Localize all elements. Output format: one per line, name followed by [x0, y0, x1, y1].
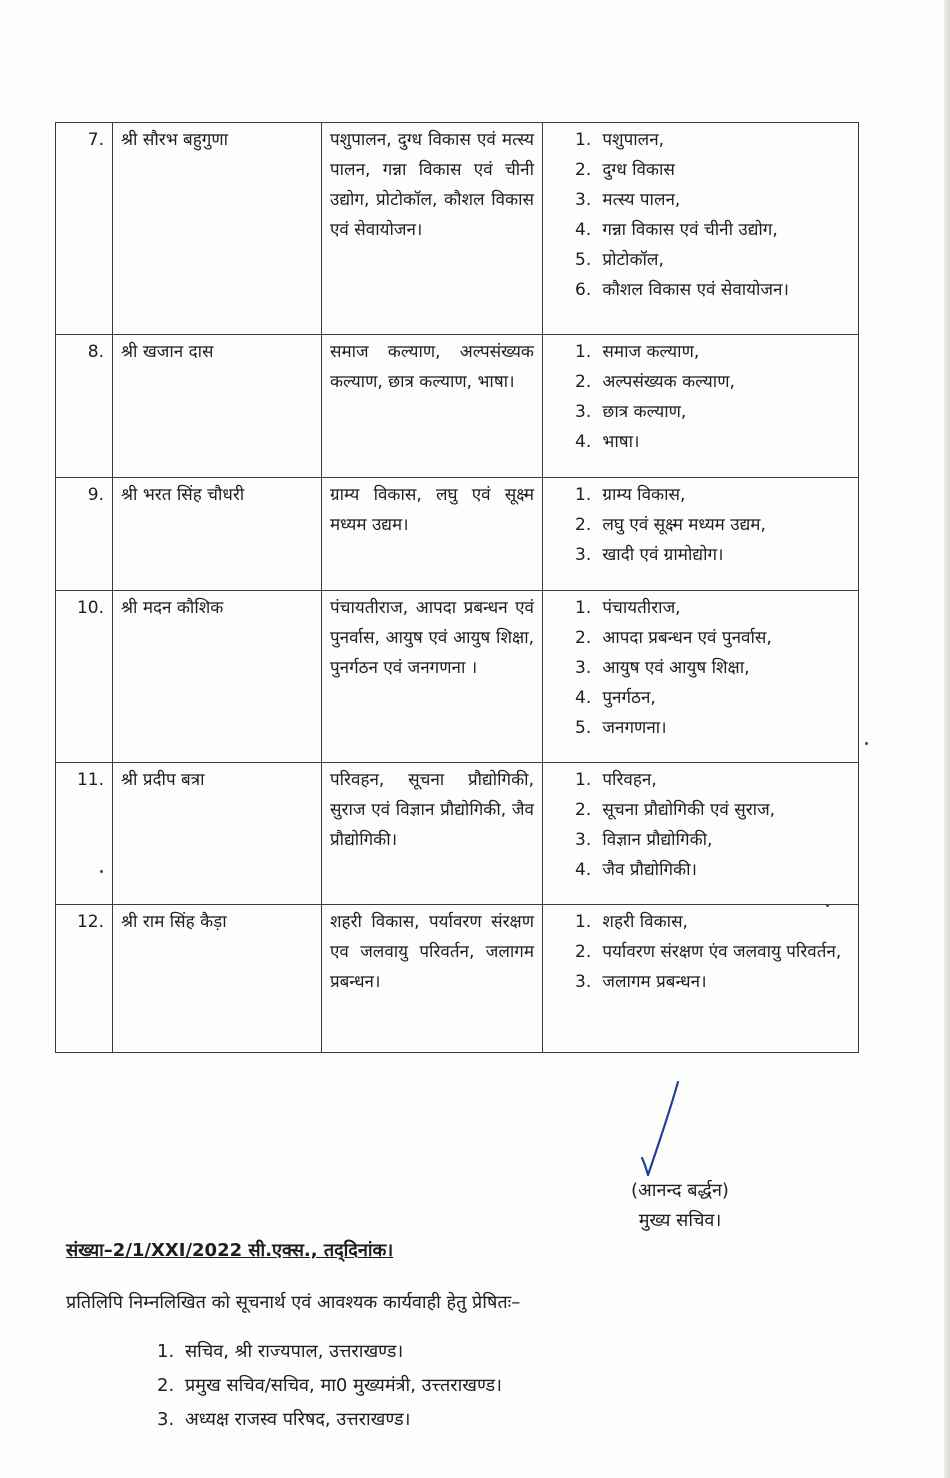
- list-item: 3. खादी एवं ग्रामोद्योग।: [575, 545, 724, 565]
- department-list: [543, 123, 859, 335]
- list-item: 2. सूचना प्रौद्योगिकी एवं सुराज,: [575, 800, 776, 820]
- department-list: [543, 905, 859, 1053]
- portfolio-text: ग्राम्य विकास, लघु एवं सूक्ष्म मध्यम उद्यम।: [322, 478, 543, 591]
- list-item: 3. आयुष एवं आयुष शिक्षा,: [575, 658, 750, 678]
- signature-block: [600, 1176, 760, 1236]
- list-item: 1. शहरी विकास,: [575, 912, 688, 932]
- list-item: 1. समाज कल्याण,: [575, 342, 700, 362]
- table-row: [56, 763, 859, 905]
- list-item: 1. पशुपालन,: [575, 130, 665, 150]
- copy-intro: प्रतिलिपि निम्नलिखित को सूचनार्थ एवं आवश्यक कार्यवाही हेतु प्रेषितः–: [66, 1292, 521, 1313]
- list-item: 3. मत्स्य पालन,: [575, 190, 681, 210]
- list-item: 4. पुनर्गठन,: [575, 688, 656, 708]
- list-item: 5. प्रोटोकॉल,: [575, 250, 664, 270]
- signatory-designation: मुख्य सचिव।: [638, 1210, 722, 1231]
- list-item: 3. अध्यक्ष राजस्व परिषद, उत्तराखण्ड।: [157, 1409, 411, 1430]
- list-item: 4. जैव प्रौद्योगिकी।: [575, 860, 697, 880]
- portfolio-text: शहरी विकास, पर्यावरण संरक्षण एव जलवायु परिवर्तन, जलागम प्रबन्धन।: [322, 905, 543, 1053]
- minister-name: श्री खजान दास: [113, 335, 322, 478]
- list-item: 5. जनगणना।: [575, 718, 667, 738]
- serial-number: 8.: [56, 335, 113, 478]
- list-item: 2. पर्यावरण संरक्षण एंव जलवायु परिवर्तन,: [575, 942, 842, 962]
- reference-number: संख्या–2/1/XXI/2022 सी.एक्स., तद्‌दिनांक।: [66, 1240, 394, 1261]
- minister-name: श्री भरत सिंह चौधरी: [113, 478, 322, 591]
- department-list: [543, 478, 859, 591]
- list-item: 3. छात्र कल्याण,: [575, 402, 687, 422]
- portfolio-text: पंचायतीराज, आपदा प्रबन्धन एवं पुनर्वास, आयुष एवं आयुष शिक्षा, पुनर्गठन एवं जनगणना ।: [322, 591, 543, 763]
- department-list: [543, 335, 859, 478]
- list-item: 2. अल्पसंख्यक कल्याण,: [575, 372, 735, 392]
- serial-number: 9.: [56, 478, 113, 591]
- scan-speck: [865, 742, 868, 745]
- signature-mark: [620, 1080, 700, 1190]
- list-item: 1. ग्राम्य विकास,: [575, 485, 686, 505]
- minister-name: श्री मदन कौशिक: [113, 591, 322, 763]
- department-list: [543, 763, 859, 905]
- minister-name: श्री सौरभ बहुगुणा: [113, 123, 322, 335]
- serial-number: 7.: [56, 123, 113, 335]
- scan-speck: [100, 870, 103, 873]
- table-row: [56, 591, 859, 763]
- department-list: [543, 591, 859, 763]
- list-item: 2. प्रमुख सचिव/सचिव, मा0 मुख्यमंत्री, उत्त्तराखण्ड।: [157, 1375, 502, 1396]
- table-row: [56, 478, 859, 591]
- serial-number: 12.: [56, 905, 113, 1053]
- table-row: [56, 905, 859, 1053]
- list-item: 6. कौशल विकास एवं सेवायोजन।: [575, 280, 789, 300]
- minister-name: श्री प्रदीप बत्रा: [113, 763, 322, 905]
- list-item: 1. पंचायतीराज,: [575, 598, 681, 618]
- scan-speck: [826, 904, 829, 907]
- table-row: [56, 335, 859, 478]
- signatory-name: (आनन्द बर्द्धन): [631, 1180, 729, 1201]
- list-item: 4. गन्ना विकास एवं चीनी उद्योग,: [575, 220, 778, 240]
- list-item: 1. सचिव, श्री राज्यपाल, उत्तराखण्ड।: [157, 1341, 404, 1362]
- serial-number: 10.: [56, 591, 113, 763]
- page-edge: [944, 0, 950, 1478]
- portfolio-text: समाज कल्याण, अल्पसंख्यक कल्याण, छात्र कल्याण, भाषा।: [322, 335, 543, 478]
- list-item: 2. आपदा प्रबन्धन एवं पुनर्वास,: [575, 628, 772, 648]
- portfolio-table: [55, 122, 859, 1053]
- copy-list: [157, 1335, 502, 1437]
- table-row: [56, 123, 859, 335]
- portfolio-text: परिवहन, सूचना प्रौद्योगिकी, सुराज एवं विज्ञान प्रौद्योगिकी, जैव प्रौद्योगिकी।: [322, 763, 543, 905]
- list-item: 4. भाषा।: [575, 432, 640, 452]
- list-item: 3. जलागम प्रबन्धन।: [575, 972, 707, 992]
- serial-number: 11.: [56, 763, 113, 905]
- list-item: 1. परिवहन,: [575, 770, 657, 790]
- minister-name: श्री राम सिंह कैड़ा: [113, 905, 322, 1053]
- list-item: 2. दुग्ध विकास: [575, 160, 675, 180]
- portfolio-text: पशुपालन, दुग्ध विकास एवं मत्स्य पालन, गन्ना विकास एवं चीनी उद्योग, प्रोटोकॉल, कौशल विकास एवं सेवायोजन।: [322, 123, 543, 335]
- list-item: 2. लघु एवं सूक्ष्म मध्यम उद्यम,: [575, 515, 766, 535]
- list-item: 3. विज्ञान प्रौद्योगिकी,: [575, 830, 713, 850]
